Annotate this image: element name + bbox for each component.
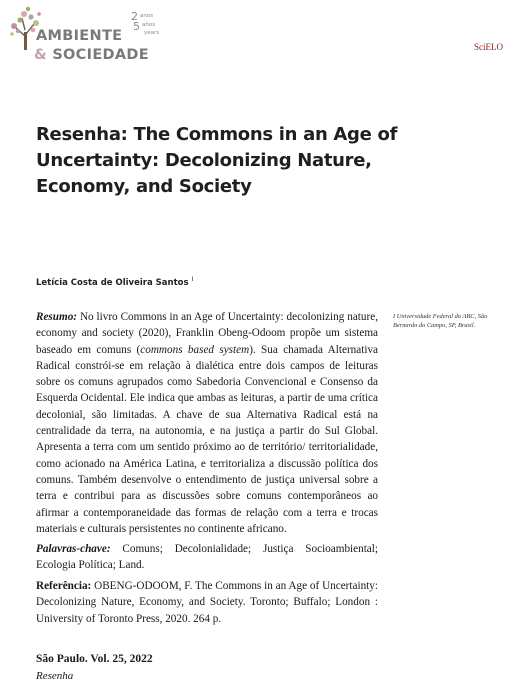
logo-sociedade: SOCIEDADE: [52, 47, 149, 63]
section-name: Resenha: [36, 670, 74, 682]
abstract-label: Resumo:: [36, 311, 78, 323]
article-title: Resenha: The Commons in an Age of Uncertainty: Decolonizing Nature, Economy, and Society: [36, 124, 398, 197]
years-en: years: [144, 30, 160, 36]
author-name: [36, 276, 193, 288]
reference-label: Referência:: [36, 580, 92, 592]
years-number-top: 2: [131, 10, 138, 23]
author-name-text: Letícia Costa de Oliveira Santos: [36, 277, 189, 288]
abstract-text-1: No livro Commons in an Age of Uncertainty: decolonizing nature, economy and society (2020), Franklin Obeng-Odoom propõe um sistema baseado em comuns (: [36, 311, 378, 356]
anniversary-badge: [131, 10, 165, 42]
logo-ampersand: &: [34, 47, 47, 63]
author-affiliation: I Universidade Federal do ABC, São Bernardo do Campo, SP, Brasil.: [393, 313, 488, 329]
scielo-logo[interactable]: SciELO: [474, 42, 503, 52]
reference-text: OBENG-ODOOM, F. The Commons in an Age of Uncertainty: Decolonizing Nature, Economy, and Society. Toronto; Buffalo; London : University of Toronto Press, 2020. 264 p.: [36, 580, 378, 625]
abstract-text-2: ). Sua chamada Alternativa Radical constrói-se em relação à dialética entre dois campos de leituras sobre os comuns agrupados como Sabedoria Convencional e Consenso da Esquerda Ocidental. Ele indica que ambas as leituras, a partir de uma crítica decolonial, são limitadas. A chave de sua Alternativa Radical está na centralidade da terra, na autonomia, e na justiça a partir do Sul Global. Apresenta a terra com um sentido próximo ao de território/ territorialidade, como acionado na América Latina, e territorializa a discussão política dos comuns. Também desenvolve o entendimento de justiça universal sobre a terra e contribui para as discussões sobre comuns contemporâneos ao afirmar a contemporaneidade das formas de relação com a terra e trocas materiais e culturais persistentes no continente africano.: [36, 343, 379, 535]
abstract: [36, 309, 378, 537]
logo-line-ambiente: AMBIENTE: [36, 28, 123, 44]
years-pt: anos: [140, 13, 154, 19]
author-affiliation-marker: I: [191, 276, 194, 283]
keywords-label: Palavras-chave:: [36, 543, 111, 555]
years-es: años: [142, 22, 156, 28]
reference: [36, 578, 378, 627]
keywords-text: Comuns; Decolonialidade; Justiça Socioambiental; Ecologia Política; Land.: [36, 543, 378, 572]
logo-line-sociedade: [34, 47, 149, 63]
years-number-bottom: 5: [133, 20, 140, 33]
issue-info: São Paulo. Vol. 25, 2022: [36, 653, 153, 665]
keywords: [36, 541, 378, 574]
abstract-emphasis: commons based system: [140, 343, 250, 356]
